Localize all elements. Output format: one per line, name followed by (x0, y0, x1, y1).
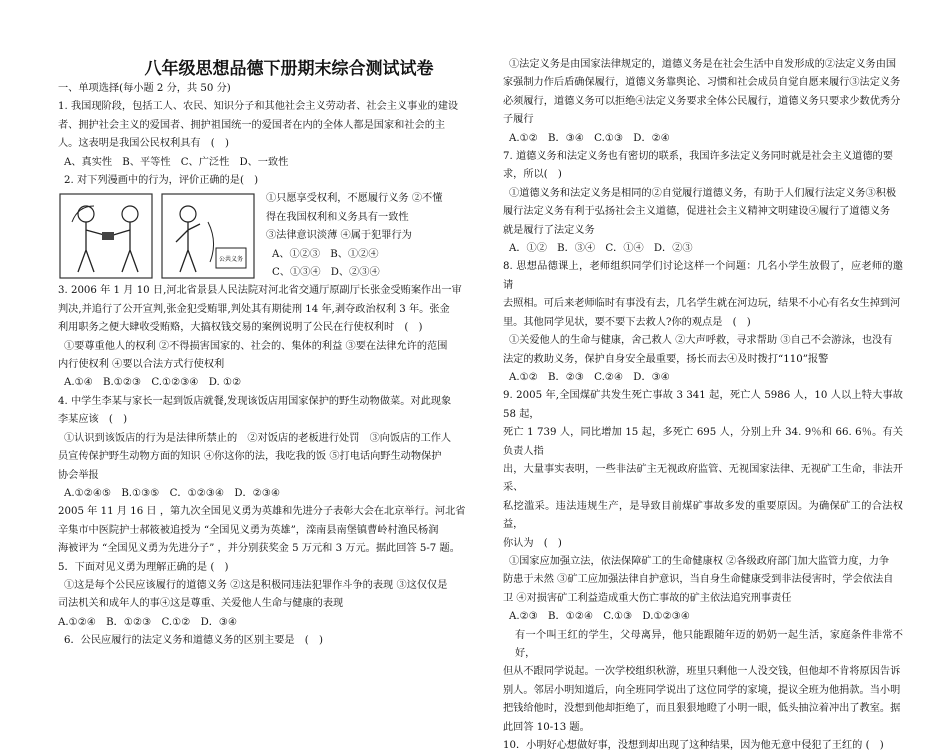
cartoon-sign-text: 公共义务 (218, 256, 244, 264)
left-column (58, 0, 468, 651)
material-line: 海被评为 “全国见义勇为先进分子” ，并分别获奖金 5 万元和 3 万元。据此回答 5-7 题。 (58, 543, 460, 555)
question-2-line: 得在我国权利和义务具有一致性 (266, 211, 409, 223)
material-line: 辛集市中医院护士郝筱被追授为 “全国见义勇为英雄”，滦南县南堡镇曹岭村渔民杨润 (58, 524, 439, 536)
question-1-line: 人。这表明是我国公民权利具有 ( ) (58, 138, 229, 150)
question-4-line: 协会举报 (58, 469, 99, 481)
question-2-line: ③法律意识淡薄 ④属于犯罪行为 (266, 230, 412, 242)
question-9-line: ①国家应加强立法，依法保障矿工的生命健康权 ②各级政府部门加大监管力度，力争 (509, 555, 890, 567)
section-heading: 一、单项选择(每小题 2 分，共 50 分) (58, 83, 231, 94)
question-6-line: 家强制力作后盾确保履行，道德义务靠舆论、习惯和社会成员自觉自愿来履行③法定义务 (503, 77, 901, 89)
question-4-line: 员宣传保护野生动物方面的知识 ④你这你的法，我吃我的饭 ⑤打电话向野生动物保护 (58, 451, 442, 463)
question-3-options: A.①④ B.①②③ C.①②③④ D. ①② (64, 377, 242, 389)
story-line: 把钱给他时，没想到他却拒绝了，而且狠狠地瞪了小明一眼，低头抽泣着冲出了教室。据 (503, 703, 901, 715)
question-3-line: 利用职务之便大肆收受贿赂，大搞权钱交易的案例说明了公民在行使权利时 ( ) (58, 322, 423, 334)
story-line: 别人。邻居小明知道后，向全班同学说出了这位同学的家境，提议全班为他捐款。当小明 (503, 684, 901, 696)
question-9-options: A.②③ B．①②④ C.①③ D.①②③④ (509, 611, 691, 623)
question-8-line: 去照相。可后来老师临时有事没有去，几名学生就在河边玩，结果不小心有名女生掉到河 (503, 298, 901, 310)
question-7-line: 7. 道德义务和法定义务也有密切的联系，我国许多法定义务同时就是社会主义道德的要 (503, 151, 893, 163)
question-5-options: A.①②④ B．①②③ C.①② D．③④ (58, 616, 238, 628)
question-4-line: 4. 中学生李某与家长一起到饭店就餐,发现该饭店用国家保护的野生动物做菜。对此现象 (58, 395, 452, 407)
material-line: 2005 年 11 月 16 日 ，第九次全国见义勇为英雄和先进分子表彰大会在北京举行。河北省 (58, 506, 466, 518)
question-5-line: ①这是每个公民应该履行的道德义务 ②这是积极同违法犯罪作斗争的表现 ③这仅仅是 (64, 579, 448, 591)
question-7-options: A．①② B．③④ C．①④ D．②③ (509, 243, 693, 255)
question-1-options: A、真实性 B、平等性 C、广泛性 D、一致性 (64, 156, 289, 168)
question-1-line: 1. 我国现阶段，包括工人、农民、知识分子和其他社会主义劳动者、社会主义事业的建设 (58, 101, 459, 113)
question-2-options: A、①②③ B、①②④ (272, 248, 379, 260)
question-4-line: ①认识到该饭店的行为是法律所禁止的 ②对饭店的老板进行处罚 ③向饭店的工作人 (64, 432, 452, 444)
cartoon-illustration (58, 192, 258, 280)
question-6-options: A.①② B．③④ C.①③ D．②④ (509, 132, 670, 144)
question-2-line: ①只愿享受权利，不愿履行义务 ②不懂 (266, 193, 443, 205)
question-8-line: 里。其他同学见状，要不要下去救人?你的观点是 ( ) (503, 316, 751, 328)
question-9-line: 死亡 1 739 人，同比增加 15 起，多死亡 695 人，分别上升 34. 9％和 66. 6％。有关负责人指 (503, 427, 903, 457)
question-9-line: 防患于未然 ③矿工应加强法律自护意识，当自身生命健康受到非法侵害时，学会依法自 (503, 574, 894, 586)
question-3-line: ①要尊重他人的权利 ②不得损害国家的、社会的、集体的利益 ③要在法律允许的范围 (64, 340, 448, 352)
question-6-line: 必须履行，道德义务可以拒绝④法定义务要求全体公民履行，道德义务只要求少数优秀分 (503, 95, 901, 107)
question-3-line: 内行使权利 ④要以合法方式行使权利 (58, 359, 225, 371)
question-8-line: ①关爱他人的生命与健康，舍己救人 ②大声呼救，寻求帮助 ③自己不会游泳，也没有 (509, 335, 893, 347)
question-4-line: 李某应该 ( ) (58, 414, 128, 426)
question-9-line: 出，大量事实表明，一些非法矿主无视政府监管、无视国家法律、无视矿工生命，非法开采、 (503, 463, 903, 494)
question-7-line: 求，所以( ) (503, 169, 562, 181)
question-2-block (58, 190, 468, 282)
question-9-line: 9. 2005 年,全国煤矿共发生死亡事故 3 341 起，死亡人 5986 人，10 人以上特大事故 58 起， (503, 390, 903, 420)
question-7-line: ①道德义务和法定义务是相同的②自觉履行道德义务，有助于人们履行法定义务③积极 (509, 187, 897, 199)
question-2-line: 2. 对下列漫画中的行为，评价正确的是( ) (64, 175, 259, 187)
question-7-line: 履行法定义务有利于弘扬社会主义道德，促进社会主义精神文明建设④履行了道德义务 (503, 206, 891, 218)
question-3-line: 3. 2006 年 1 月 10 日,河北省景县人民法院对河北省交通厅原副厅长张金受贿案作出一审 (58, 285, 462, 297)
exam-title: 八年级思想品德下册期末综合测试试卷 (144, 59, 434, 79)
question-4-options: A.①②④⑤ B.①③⑤ C．①②③④ D．②③④ (64, 487, 281, 499)
story-line: 此回答 10-13 题。 (503, 721, 590, 733)
right-column (503, 56, 903, 755)
question-6-line: 6．公民应履行的法定义务和道德义务的区别主要是 ( ) (64, 635, 323, 647)
story-line: 但从不跟同学说起。一次学校组织秋游，班里只剩他一人没交钱，但他却不肯将原因告诉 (503, 666, 901, 678)
question-9-line: 私挖滥采。违法违规生产，是导致目前煤矿事故多发的重要原因。为确保矿工的合法权益， (503, 500, 903, 531)
story-line: 有一个叫王红的学生，父母离异，他只能跟随年迈的奶奶一起生活，家庭条件非常不好， (515, 629, 903, 659)
question-8-options: A.①② B．②③ C.②④ D．③④ (509, 371, 670, 383)
question-7-line: 就是履行了法定义务 (503, 224, 595, 236)
question-10-line: 10．小明好心想做好事，没想到却出现了这种结果，因为他无意中侵犯了王红的 ( ) (503, 740, 884, 752)
question-9-line: 你认为 ( ) (503, 537, 562, 549)
question-5-line: 5．下面对见义勇为理解正确的是 ( ) (58, 561, 229, 573)
question-3-line: 判决,并追行了公开宣判,张金犯受贿罪,判处其有期徒刑 14 年,剥夺政治权利 3 年。张金 (58, 303, 450, 315)
question-8-line: 法定的救助义务，保护自身安全最重要，扬长而去④及时拨打“110”报警 (503, 353, 829, 365)
question-2-statements (258, 190, 468, 282)
question-2-options: C、①③④ D、②③④ (272, 267, 380, 279)
question-9-line: 卫 ④对损害矿工利益造成重大伤亡事故的矿主依法追究刑事责任 (503, 592, 792, 604)
question-5-line: 司法机关和成年人的事④这是尊重、关爱他人生命与健康的表现 (58, 598, 344, 610)
question-8-line: 8. 思想品德课上，老师组织同学们讨论这样一个问题：几名小学生放假了，应老师的邀请 (503, 261, 903, 291)
question-1-line: 者、拥护社会主义的爱国者、拥护祖国统一的爱国者在内的全体人都是国家和社会的主 (58, 119, 446, 131)
question-6-line: ①法定义务是由国家法律规定的，道德义务是在社会生活中自发形成的②法定义务由国 (509, 59, 897, 70)
question-6-line: 子履行 (503, 114, 534, 126)
